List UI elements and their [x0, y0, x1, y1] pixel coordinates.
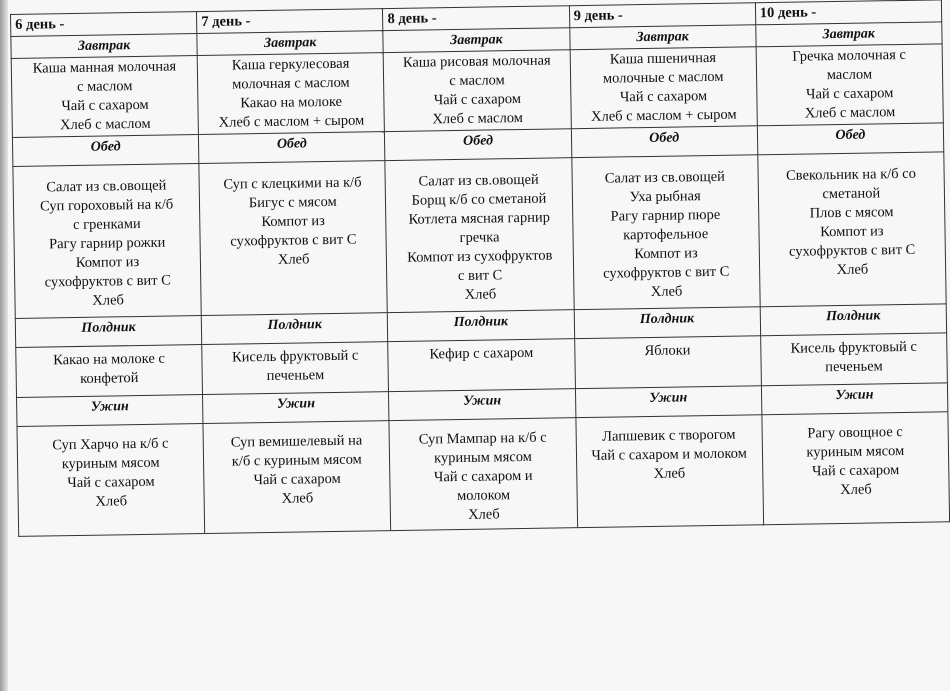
menu-item: Гречка молочная с — [792, 46, 907, 65]
meal-items-cell — [575, 415, 763, 528]
menu-item: Хлеб с маслом — [432, 109, 524, 128]
menu-item: куриным мясом — [61, 454, 160, 473]
menu-item: картофельное — [623, 226, 709, 244]
meal-name: Завтрак — [383, 28, 570, 53]
meal-name: Обед — [12, 135, 199, 167]
menu-item: Каша рисовая молочная — [402, 52, 551, 71]
menu-item: Суп Мампар на к/б с — [418, 429, 547, 448]
meal-items-cell — [16, 345, 203, 398]
scan-edge — [0, 0, 8, 691]
meal-items-cell — [385, 158, 574, 313]
meal-name: Обед — [385, 129, 572, 161]
menu-item: Плов с мясом — [809, 204, 894, 222]
meal-items-cell — [203, 421, 391, 534]
meal-items-cell — [13, 164, 202, 319]
menu-item: Хлеб — [281, 490, 314, 507]
meal-items-cell — [762, 412, 950, 525]
meal-name: Обед — [571, 126, 758, 158]
menu-item: Рагу гарнир рожки — [48, 234, 166, 253]
menu-item: печеньем — [825, 358, 883, 376]
menu-item: Чай с сахаром — [67, 473, 155, 492]
meal-name: Завтрак — [197, 31, 384, 56]
menu-item: Лапшевик с творогом — [602, 426, 736, 445]
menu-item: сухофруктов с вит С — [44, 272, 172, 291]
menu-item: Каша манная молочная — [32, 58, 177, 77]
menu-item: Суп гороховый на к/б — [39, 196, 174, 215]
menu-item: Хлеб с маслом + сыром — [218, 112, 365, 131]
menu-item: с гренками — [72, 215, 141, 234]
meal-name: Завтрак — [569, 25, 756, 50]
menu-item: Компот из сухофруктов — [407, 247, 553, 266]
menu-item: Чай с сахаром — [805, 85, 894, 103]
menu-item: сухофруктов с вит С — [603, 263, 730, 282]
meal-items-cell — [758, 152, 947, 307]
menu-item: Каша пшеничная — [609, 49, 717, 68]
menu-item: Хлеб с маслом — [59, 115, 151, 134]
meal-items-cell — [389, 418, 577, 531]
meal-items-cell — [574, 336, 761, 389]
meal-name: Завтрак — [756, 22, 943, 47]
meal-name: Ужин — [575, 386, 762, 418]
menu-item: Суп с клецкими на к/б — [223, 174, 362, 193]
menu-item: куриным мясом — [433, 448, 533, 467]
menu-item: Компот из — [820, 223, 884, 241]
menu-item: Хлеб — [277, 251, 310, 268]
menu-item: сметаной — [822, 185, 881, 203]
menu-item: Бигус с мясом — [248, 193, 337, 212]
menu-item: молочная с маслом — [232, 74, 350, 93]
menu-item: Какао на молоке — [240, 93, 343, 112]
meal-name: Полдник — [15, 316, 202, 348]
menu-item: с маслом — [449, 72, 505, 90]
menu-item: Суп Харчо на к/б с — [52, 435, 169, 454]
menu-item: Чай с сахаром и — [433, 467, 533, 486]
menu-item: Суп вемишелевый на — [230, 432, 363, 451]
meal-name: Полдник — [388, 310, 575, 342]
menu-item: Хлеб с маслом + сыром — [590, 106, 737, 125]
menu-item: Хлеб — [464, 286, 497, 303]
meal-name: Ужин — [17, 395, 204, 427]
meal-items-row-breakfast — [11, 44, 943, 138]
meal-name: Ужин — [761, 383, 948, 415]
menu-item: Уха рыбная — [629, 188, 701, 206]
day-title: 7 день - — [197, 9, 384, 34]
menu-item: гречка — [459, 229, 500, 246]
meal-items-cell — [17, 424, 205, 537]
menu-item: Свекольник на к/б со — [785, 165, 917, 184]
meal-items-cell — [756, 44, 943, 126]
menu-item: Рагу гарнир пюре — [610, 206, 721, 225]
menu-item: куриным мясом — [806, 443, 905, 461]
menu-item: с маслом — [76, 78, 133, 95]
meal-name: Полдник — [201, 313, 388, 345]
menu-item: Котлета мясная гарнир — [408, 209, 551, 228]
menu-item: Какао на молоке с — [53, 350, 166, 369]
menu-item: молоком — [456, 487, 511, 505]
menu-item: к/б с куриным мясом — [231, 451, 362, 470]
meal-items-cell — [570, 47, 757, 129]
menu-item: Салат из св.овощей — [604, 168, 725, 187]
meal-items-cell — [11, 56, 198, 138]
menu-item: Яблоки — [644, 342, 691, 360]
meal-items-row-lunch — [13, 152, 946, 319]
menu-item: Компот из — [634, 245, 698, 263]
menu-item: Чай с сахаром — [433, 90, 522, 109]
menu-item: Чай с сахаром — [253, 470, 341, 489]
menu-sheet — [10, 0, 950, 537]
meal-items-cell — [760, 333, 947, 386]
meal-items-row-dinner — [17, 412, 950, 537]
menu-item: Салат из св.овощей — [46, 177, 167, 196]
menu-item: Хлеб — [95, 493, 128, 510]
menu-item: сухофруктов с вит С — [788, 241, 916, 260]
menu-item: Хлеб — [653, 465, 686, 482]
meal-name: Полдник — [760, 304, 947, 336]
meal-items-cell — [199, 161, 388, 316]
day-title: 10 день - — [755, 0, 942, 25]
meal-name: Обед — [199, 132, 386, 164]
menu-item: с вит С — [457, 267, 503, 284]
meal-items-cell — [571, 155, 760, 310]
menu-item: Чай с сахаром — [619, 88, 708, 106]
menu-item: Кефир с сахаром — [429, 344, 534, 363]
meal-name: Завтрак — [11, 34, 198, 59]
day-title: 9 день - — [569, 3, 756, 28]
menu-item: молочные с маслом — [602, 68, 724, 87]
menu-item: конфетой — [80, 370, 139, 387]
menu-item: Рагу овощное с — [807, 424, 903, 442]
menu-item: Хлеб — [650, 283, 683, 300]
meal-items-cell — [388, 339, 575, 392]
menu-item: Хлеб — [92, 292, 124, 309]
menu-item: Чай с сахаром — [811, 462, 900, 480]
meal-items-cell — [197, 53, 384, 135]
meal-name: Обед — [757, 123, 944, 155]
menu-item: Хлеб с маслом — [804, 104, 896, 122]
menu-item: Чай с сахаром — [61, 96, 149, 115]
menu-item: Салат из св.овощей — [418, 171, 539, 190]
menu-item: Хлеб — [836, 261, 869, 279]
meal-name: Полдник — [574, 307, 761, 339]
menu-table — [10, 0, 950, 537]
menu-item: маслом — [826, 66, 873, 84]
menu-item: Кисель фруктовый с — [231, 347, 359, 366]
day-title: 8 день - — [383, 6, 570, 31]
meal-items-cell — [384, 50, 571, 132]
menu-item: Чай с сахаром и молоком — [591, 445, 747, 464]
meal-name: Ужин — [203, 392, 390, 424]
menu-item: Хлеб — [840, 481, 872, 499]
menu-item: Кисель фруктовый с — [790, 338, 917, 357]
menu-item: Борщ к/б со сметаной — [411, 190, 547, 209]
menu-item: Каша геркулесовая — [231, 55, 350, 74]
menu-item: Компот из — [75, 254, 140, 271]
day-title: 6 день - — [11, 12, 198, 37]
menu-item: Хлеб — [468, 506, 500, 523]
menu-item: печеньем — [266, 367, 325, 385]
meal-items-cell — [202, 342, 389, 395]
menu-item: сухофруктов с вит С — [230, 231, 357, 250]
menu-item: Компот из — [261, 213, 325, 231]
meal-name: Ужин — [389, 389, 576, 421]
